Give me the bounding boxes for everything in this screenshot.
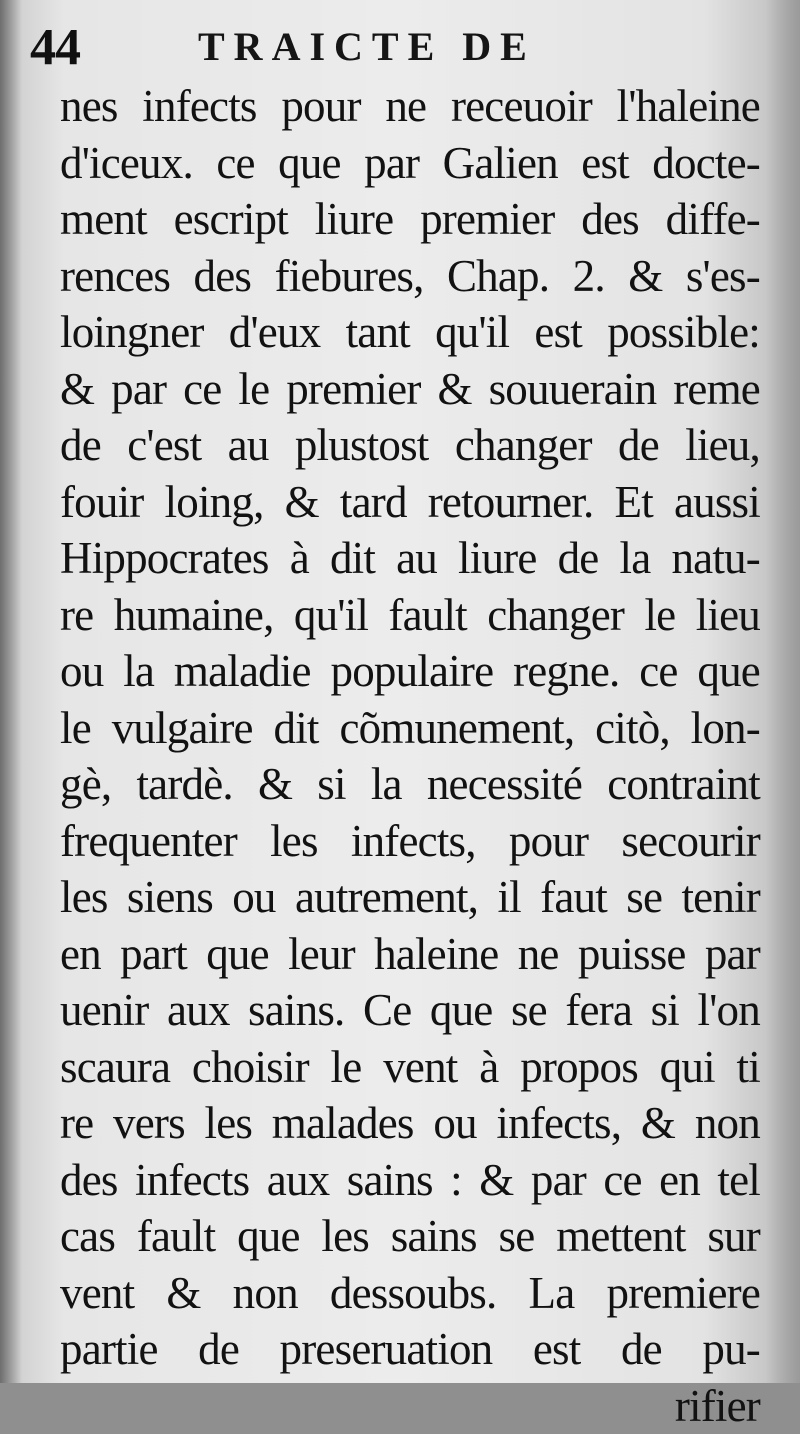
- text-word: par: [531, 1152, 586, 1209]
- text-word: les: [60, 869, 108, 926]
- text-word: par: [364, 135, 419, 192]
- text-line: [60, 700, 760, 757]
- binding-shadow: [0, 0, 22, 1383]
- text-word: escript: [174, 191, 288, 248]
- text-word: la: [123, 643, 154, 700]
- text-word: liure: [458, 530, 536, 587]
- text-word: tel: [717, 1152, 760, 1209]
- text-word: cas: [60, 1208, 115, 1265]
- text-word: contraint: [607, 756, 760, 813]
- text-word: ou: [232, 869, 275, 926]
- text-word: aussi: [674, 474, 760, 531]
- text-word: propos: [520, 1039, 638, 1096]
- text-word: 2.: [573, 248, 605, 305]
- text-word: humaine,: [114, 587, 274, 644]
- text-line: [60, 982, 760, 1039]
- text-word: uenir: [60, 982, 148, 1039]
- text-word: pour: [509, 813, 588, 870]
- text-word: des: [60, 1152, 118, 1209]
- text-word: de: [198, 1321, 239, 1378]
- text-word: lon-: [691, 700, 760, 757]
- text-word: des: [194, 248, 252, 305]
- text-word: d'eux: [229, 304, 321, 361]
- body-text: [60, 78, 760, 1434]
- text-word: sains: [391, 1208, 477, 1265]
- text-word: premiere: [607, 1265, 761, 1322]
- text-line: [60, 304, 760, 361]
- text-word: c'est: [127, 417, 201, 474]
- text-word: souuerain: [489, 361, 657, 418]
- text-word: aux: [167, 982, 230, 1039]
- text-line: [60, 1208, 760, 1265]
- text-word: le: [60, 700, 91, 757]
- text-word: re: [60, 1095, 93, 1152]
- text-word: gè,: [60, 756, 111, 813]
- text-word: si: [317, 756, 345, 813]
- text-line: [60, 756, 760, 813]
- text-word: au: [228, 417, 269, 474]
- text-word: infects,: [351, 813, 476, 870]
- text-word: partie: [60, 1321, 158, 1378]
- text-word: lieu: [696, 587, 760, 644]
- text-word: malades: [272, 1095, 414, 1152]
- text-line: [60, 926, 760, 983]
- text-line: [60, 813, 760, 870]
- text-word: de: [60, 417, 101, 474]
- text-word: infects: [135, 1152, 249, 1209]
- text-word: Et: [615, 474, 653, 531]
- text-word: populaire: [331, 643, 494, 700]
- text-word: à: [290, 530, 309, 587]
- text-word: infects,: [496, 1095, 621, 1152]
- text-word: se: [626, 869, 662, 926]
- text-word: que: [237, 1208, 300, 1265]
- text-word: liure: [315, 191, 393, 248]
- text-word: dit: [274, 700, 319, 757]
- text-word: La: [529, 1265, 575, 1322]
- text-word: s'es-: [686, 248, 760, 305]
- text-word: ou: [433, 1095, 476, 1152]
- text-word: les: [321, 1208, 369, 1265]
- text-word: il: [497, 869, 520, 926]
- text-word: scaura: [60, 1039, 170, 1096]
- text-word: non: [233, 1265, 298, 1322]
- text-word: retourner.: [428, 474, 594, 531]
- text-word: haleine: [374, 926, 498, 983]
- text-word: puisse: [578, 926, 686, 983]
- text-word: l'haleine: [617, 78, 760, 135]
- text-word: que: [697, 643, 760, 700]
- catchword-text: rifier: [675, 1378, 760, 1434]
- text-word: &: [628, 248, 662, 305]
- text-word: qu'il: [435, 304, 509, 361]
- text-word: non: [695, 1095, 760, 1152]
- text-word: ti: [737, 1039, 760, 1096]
- text-word: l'on: [698, 982, 760, 1039]
- text-line: [60, 248, 760, 305]
- text-word: changer: [455, 417, 592, 474]
- text-word: rences: [60, 248, 170, 305]
- page-edge-shadow: [766, 0, 800, 1383]
- text-word: Hippocrates: [60, 530, 269, 587]
- text-word: qu'il: [294, 587, 368, 644]
- text-word: &: [258, 756, 292, 813]
- text-word: &: [641, 1095, 675, 1152]
- text-word: &: [60, 361, 94, 418]
- text-line: [60, 1152, 760, 1209]
- catchword: [60, 1378, 760, 1434]
- text-word: que: [206, 926, 269, 983]
- text-word: est: [533, 1321, 581, 1378]
- text-word: docte-: [652, 135, 760, 192]
- text-word: infects: [142, 78, 256, 135]
- text-word: tard: [340, 474, 407, 531]
- text-word: sains: [347, 1152, 433, 1209]
- text-word: leur: [288, 926, 355, 983]
- text-word: la: [371, 756, 402, 813]
- text-word: ne: [518, 926, 559, 983]
- text-word: secourir: [621, 813, 760, 870]
- text-word: receuoir: [451, 78, 592, 135]
- text-line: [60, 78, 760, 135]
- text-word: sains.: [248, 982, 344, 1039]
- text-word: est: [534, 304, 582, 361]
- text-word: fault: [388, 587, 466, 644]
- page-number: 44: [30, 18, 80, 78]
- text-word: par: [111, 361, 166, 418]
- text-word: ce: [183, 361, 221, 418]
- text-word: regne.: [513, 643, 619, 700]
- text-word: loingner: [60, 304, 204, 361]
- text-word: autrement,: [295, 869, 478, 926]
- text-word: que: [278, 135, 341, 192]
- text-word: cõmunement,: [339, 700, 574, 757]
- text-word: des: [581, 191, 639, 248]
- text-word: natu-: [671, 530, 759, 587]
- text-word: de: [558, 530, 599, 587]
- text-line: [60, 417, 760, 474]
- text-word: &: [437, 361, 471, 418]
- text-word: d'iceux.: [60, 135, 193, 192]
- text-word: vent: [383, 1039, 457, 1096]
- text-word: &: [285, 474, 319, 531]
- text-line: [60, 869, 760, 926]
- text-word: nes: [60, 78, 118, 135]
- text-word: ne: [385, 78, 426, 135]
- text-word: citò,: [595, 700, 670, 757]
- text-word: se: [511, 982, 547, 1039]
- text-word: les: [205, 1095, 253, 1152]
- text-word: frequenter: [60, 813, 237, 870]
- text-word: ou: [60, 643, 103, 700]
- text-word: fera: [565, 982, 632, 1039]
- text-word: ment: [60, 191, 147, 248]
- text-word: maladie: [174, 643, 311, 700]
- text-word: faut: [540, 869, 607, 926]
- text-word: qui: [660, 1039, 715, 1096]
- text-line: [60, 135, 760, 192]
- text-word: se: [499, 1208, 535, 1265]
- text-line: [60, 361, 760, 418]
- text-word: ce: [603, 1152, 641, 1209]
- text-word: lieu,: [685, 417, 760, 474]
- text-word: possible:: [607, 304, 760, 361]
- text-word: plustost: [295, 417, 429, 474]
- text-word: vulgaire: [112, 700, 253, 757]
- text-word: pour: [281, 78, 360, 135]
- text-line: [60, 1095, 760, 1152]
- text-word: &: [479, 1152, 513, 1209]
- text-word: tenir: [681, 869, 759, 926]
- text-line: [60, 191, 760, 248]
- text-word: les: [270, 813, 318, 870]
- text-word: necessité: [427, 756, 582, 813]
- text-word: que: [430, 982, 493, 1039]
- text-word: en: [659, 1152, 700, 1209]
- text-word: la: [620, 530, 651, 587]
- text-word: re: [60, 587, 93, 644]
- text-line: [60, 474, 760, 531]
- text-word: vent: [60, 1265, 134, 1322]
- text-word: mettent: [556, 1208, 685, 1265]
- text-word: fiebures,: [275, 248, 424, 305]
- text-line: [60, 1321, 760, 1378]
- text-word: si: [651, 982, 679, 1039]
- text-word: Galien: [443, 135, 558, 192]
- text-word: part: [120, 926, 187, 983]
- text-line: [60, 530, 760, 587]
- text-word: au: [396, 530, 437, 587]
- text-line: [60, 587, 760, 644]
- text-word: fouir: [60, 474, 143, 531]
- text-word: loing,: [165, 474, 264, 531]
- text-word: tant: [346, 304, 410, 361]
- text-word: sur: [707, 1208, 760, 1265]
- text-word: de: [621, 1321, 662, 1378]
- text-word: pu-: [702, 1321, 760, 1378]
- text-word: premier: [420, 191, 554, 248]
- text-word: en: [60, 926, 101, 983]
- text-word: dessoubs.: [330, 1265, 497, 1322]
- text-word: diffe-: [666, 191, 760, 248]
- text-word: dit: [330, 530, 375, 587]
- text-word: ce: [639, 643, 677, 700]
- text-word: le: [644, 587, 675, 644]
- text-word: &: [166, 1265, 200, 1322]
- text-word: reme: [673, 361, 760, 418]
- text-word: de: [618, 417, 659, 474]
- text-word: preseruation: [280, 1321, 493, 1378]
- text-word: choisir: [192, 1039, 309, 1096]
- text-word: Ce: [363, 982, 411, 1039]
- text-word: à: [479, 1039, 498, 1096]
- text-word: est: [581, 135, 629, 192]
- text-word: le: [238, 361, 269, 418]
- text-word: le: [331, 1039, 362, 1096]
- text-word: :: [450, 1152, 462, 1209]
- text-word: vers: [113, 1095, 185, 1152]
- text-word: changer: [487, 587, 624, 644]
- text-word: aux: [267, 1152, 330, 1209]
- text-word: par: [705, 926, 760, 983]
- text-word: premier: [286, 361, 420, 418]
- text-line: [60, 1265, 760, 1322]
- text-line: [60, 643, 760, 700]
- text-line: [60, 1039, 760, 1096]
- text-word: Chap.: [447, 248, 549, 305]
- text-word: tardè.: [136, 756, 232, 813]
- text-word: ce: [216, 135, 254, 192]
- running-head: [30, 18, 770, 78]
- running-title: TRAICTE DE: [198, 24, 536, 70]
- text-word: siens: [127, 869, 213, 926]
- text-word: fault: [137, 1208, 215, 1265]
